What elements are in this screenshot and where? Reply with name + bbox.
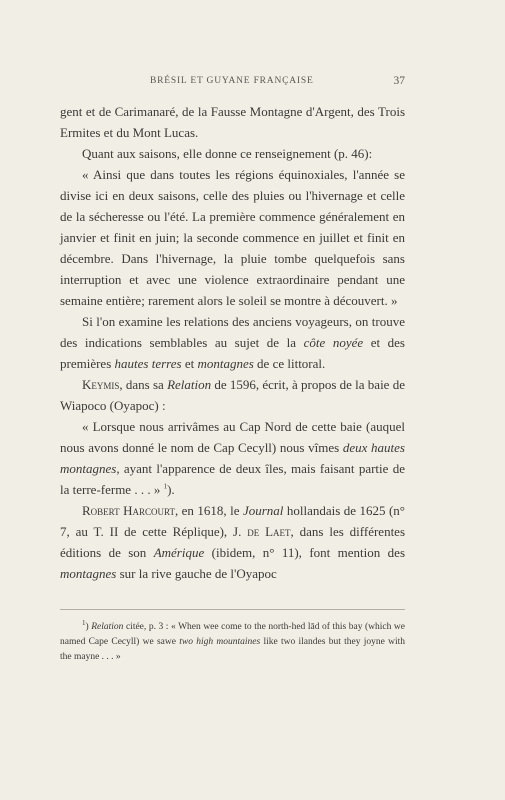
title-amerique: Amérique xyxy=(153,545,205,560)
title-relation: Relation xyxy=(167,377,212,392)
footnote-marker: 1 xyxy=(82,618,86,627)
footnote-reference: 1 xyxy=(163,482,168,491)
paragraph-old-travelers: Si l'on examine les relations des anciens voyageurs, on trouve des indications semblables au sujet de la côte noyée et des premières hautes terres et montagnes de ce littoral. xyxy=(60,314,405,371)
paragraph-harcourt: Robert Harcourt, en 1618, le Journal hollandais de 1625 (n° 7, au T. II de cette Réplique), J. de Laet, dans les différentes éditions de son Amérique (ibidem, n° 11), font mention des montagnes sur la rive gauche de l'Oyapoc xyxy=(60,503,406,581)
paragraph-seasons-intro: Quant aux saisons, elle donne ce renseignement (p. 46): xyxy=(82,146,373,161)
footnote-title-relation: Relation xyxy=(91,622,124,632)
paragraph-keymis: Keymis, dans sa Relation de 1596, écrit, à propos de la baie de Wiapoco (Oyapoc) : xyxy=(60,377,405,413)
emphasis-montagnes-2: montagnes xyxy=(60,566,117,581)
paragraph-continuation: gent et de Carimanaré, de la Fausse Montagne d'Argent, des Trois Ermites et du Mont Lucas. xyxy=(60,104,405,140)
body-text xyxy=(60,101,405,584)
emphasis-cote-noyee: côte noyée xyxy=(303,335,364,350)
page-number: 37 xyxy=(393,75,405,87)
author-de-laet: de Laet xyxy=(247,524,291,539)
running-head: BRÉSIL ET GUYANE FRANÇAISE xyxy=(150,76,314,86)
footnote: $^1$) Relation citée, p. 3 : « When wee come to the north-hed lād of this bay (which we named Cape Cecyll) we sawe two high mountaines like two ilandes but they joyne with the mayne . . . » xyxy=(60,618,405,662)
author-harcourt: Robert Harcourt xyxy=(82,503,175,518)
emphasis-montagnes: montagnes xyxy=(197,356,254,371)
author-keymis: Keymis xyxy=(82,377,120,392)
paragraph-keymis-quote: « Lorsque nous arrivâmes au Cap Nord de cette baie (auquel nous avons donné le nom de Cap Cecyll) nous vîmes deux hautes montagnes, ayant l'apparence de deux îles, mais faisant partie de la terre-ferme . . . » $^1$). xyxy=(60,419,405,497)
emphasis-deux-hautes-montagnes: deux hautes montagnes xyxy=(60,440,405,476)
title-journal: Journal xyxy=(242,503,284,518)
footnote-emphasis: two high mountaines xyxy=(179,637,261,647)
page-header xyxy=(60,76,405,90)
footnote-divider xyxy=(60,609,405,610)
paragraph-seasons-quote: « Ainsi que dans toutes les régions équinoxiales, l'année se divise ici en deux saisons, celle des pluies ou l'hivernage et celle de la sécheresse ou l'été. La première commence généralement en janvier et finit en juin; la seconde commence en juillet et finit en décembre. Dans l'hivernage, la pluie tombe quelquefois sans interruption et avec une violence extraordinaire pendant une semaine entière; rarement alors le soleil se montre à découvert. » xyxy=(60,167,405,308)
emphasis-hautes-terres: hautes terres xyxy=(114,356,182,371)
